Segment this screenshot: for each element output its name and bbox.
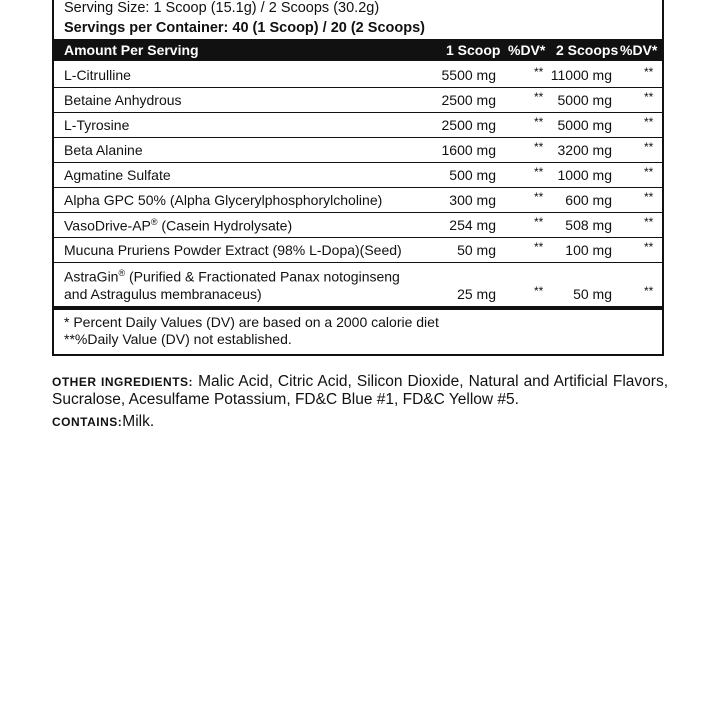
registered-mark: ® [118, 268, 126, 278]
registered-mark: ® [150, 217, 158, 227]
amount-header-bar [54, 39, 662, 61]
one-scoop-header: 1 Scoop [446, 42, 501, 58]
ingredient-name: AstraGin® (Purified & Fractionated Panax notoginseng and Astragulus membranaceus) [64, 268, 400, 302]
contains-text: Milk. [122, 413, 155, 430]
two-scoops-header: 2 Scoops [556, 42, 619, 58]
ingredient-name: VasoDrive-AP® (Casein Hydrolysate) [64, 217, 293, 234]
other-ingredients [52, 373, 668, 408]
dv-footnote: * Percent Daily Values (DV) are based on a 2000 calorie diet [64, 314, 439, 330]
table-row: AstraGin® (Purified & Fractionated Panax notoginseng and Astragulus membranaceus) 25 mg ** 50 mg ** [54, 263, 662, 305]
table-row: L-Tyrosine 2500 mg ** 5000 mg ** [54, 113, 662, 138]
contains-label: CONTAINS: [52, 415, 123, 429]
ingredient-rows [54, 63, 662, 305]
supplement-facts-panel [52, 0, 664, 356]
other-ingredients-text: Malic Acid, Citric Acid, Silicon Dioxide, Natural and Artificial Flavors, Sucralose, Acesulfame Potassium, FD&C Blue #1, FD&C Yellow #5. [52, 373, 668, 408]
table-row: VasoDrive-AP® (Casein Hydrolysate) 254 mg ** 508 mg ** [54, 213, 662, 238]
table-row: Mucuna Pruriens Powder Extract (98% L-Dopa)(Seed) 50 mg ** 100 mg ** [54, 238, 662, 263]
amount-per-serving-label: Amount Per Serving [64, 42, 199, 58]
table-row: Alpha GPC 50% (Alpha Glycerylphosphorylcholine) 300 mg ** 600 mg ** [54, 188, 662, 213]
table-row: L-Citrulline 5500 mg ** 11000 mg ** [54, 63, 662, 88]
contains-statement [52, 413, 154, 431]
servings-per-container: Servings per Container: 40 (1 Scoop) / 20 (2 Scoops) [64, 20, 425, 36]
other-ingredients-label: OTHER INGREDIENTS: [52, 375, 194, 389]
dv-not-established-footnote: **%Daily Value (DV) not established. [64, 331, 292, 347]
table-row: Beta Alanine 1600 mg ** 3200 mg ** [54, 138, 662, 163]
dv-header-2: %DV* [620, 42, 658, 58]
serving-size: Serving Size: 1 Scoop (15.1g) / 2 Scoops (30.2g) [64, 0, 380, 16]
table-row: Agmatine Sulfate 500 mg ** 1000 mg ** [54, 163, 662, 188]
table-row: Betaine Anhydrous 2500 mg ** 5000 mg ** [54, 88, 662, 113]
dv-header-1: %DV* [508, 42, 546, 58]
thick-divider [54, 306, 662, 310]
